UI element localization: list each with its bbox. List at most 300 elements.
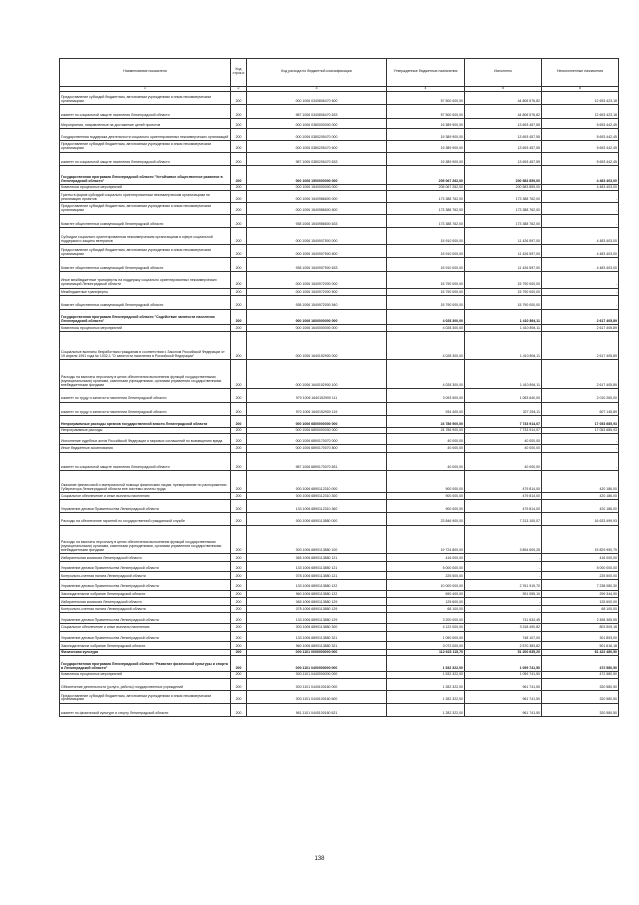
row-name: Государственная программа Ленинградской области "Развитие физической культуры и спорта в Ленинградской области" <box>60 656 231 672</box>
row-line-code: 200 <box>231 105 247 119</box>
row-line-code: 200 <box>231 152 247 166</box>
table-row <box>60 471 619 493</box>
row-line-code: 200 <box>231 296 247 310</box>
row-budget-code: 000 1006 1540972000 000 <box>247 271 387 288</box>
row-approved: 690 400,00 <box>387 590 465 598</box>
row-remaining: 4 483 403,00 <box>542 166 619 185</box>
row-remaining: 2 617 405,89 <box>542 309 619 325</box>
row-name: Расходы на обеспечение гарантий по государственной гражданской службе <box>60 513 231 526</box>
table-row <box>60 325 619 332</box>
row-remaining: 301 893,00 <box>542 631 619 642</box>
row-approved: 1 282 322,00 <box>387 691 465 704</box>
row-name: Социальное обеспечение и иные выплаты населению <box>60 492 231 500</box>
row-approved: 900 000,00 <box>387 500 465 513</box>
row-remaining: 320 580,50 <box>542 678 619 691</box>
row-remaining: 4 483 403,00 <box>542 228 619 245</box>
row-approved: 3 093 900,00 <box>387 389 465 403</box>
table-row <box>60 642 619 650</box>
row-line-code: 200 <box>231 513 247 526</box>
table-row <box>60 623 619 631</box>
row-line-code: 200 <box>231 184 247 191</box>
row-budget-code: 000 1101 0440100160 600 <box>247 691 387 704</box>
row-executed: 51 200 635,20 <box>465 649 542 656</box>
row-line-code: 200 <box>231 166 247 185</box>
row-line-code: 200 <box>231 561 247 572</box>
header-remaining: Неисполненные назначения <box>542 59 619 87</box>
row-remaining: 17 053 685,93 <box>542 427 619 434</box>
row-remaining: 5 693 442,45 <box>542 140 619 152</box>
row-line-code: 200 <box>231 244 247 258</box>
row-executed: 13 693 457,55 <box>465 118 542 129</box>
row-remaining: 4 483 403,00 <box>542 184 619 191</box>
row-line-code: 200 <box>231 623 247 631</box>
row-approved: 19 389 900,00 <box>387 152 465 166</box>
table-row <box>60 554 619 562</box>
row-budget-code: 000 1101 0440100160 000 <box>247 678 387 691</box>
row-approved: 173 388 762,00 <box>387 191 465 203</box>
row-executed: 173 388 762,00 <box>465 191 542 203</box>
row-approved: 15 790 000,00 <box>387 288 465 296</box>
row-remaining: 12 693 423,18 <box>542 105 619 119</box>
row-budget-code: 960 1006 6890113880 122 <box>247 590 387 598</box>
table-row <box>60 500 619 513</box>
table-row <box>60 678 619 691</box>
row-budget-code: 133 1006 6890113880 321 <box>247 631 387 642</box>
row-budget-code: 000 1006 1540986600 600 <box>247 202 387 214</box>
budget-table <box>59 58 619 717</box>
row-remaining: 125 600,00 <box>542 598 619 606</box>
row-line-code: 200 <box>231 452 247 471</box>
row-line-code: 200 <box>231 402 247 416</box>
row-line-code: 200 <box>231 656 247 672</box>
row-line-code: 200 <box>231 360 247 389</box>
row-executed: 15 790 000,00 <box>465 271 542 288</box>
row-executed: - <box>465 598 542 606</box>
row-executed: 479 814,00 <box>465 471 542 493</box>
row-executed: 391 055,10 <box>465 590 542 598</box>
table-row <box>60 572 619 580</box>
row-budget-code: 000 1006 1540907500 600 <box>247 244 387 258</box>
row-approved: 125 600,00 <box>387 598 465 606</box>
row-budget-code: 000 1006 6800000000 000 <box>247 416 387 428</box>
table-row <box>60 598 619 606</box>
row-executed: 2 761 919,70 <box>465 579 542 590</box>
row-executed: - <box>465 561 542 572</box>
row-line-code: 200 <box>231 703 247 717</box>
row-line-code: 200 <box>231 642 247 650</box>
row-name: Гранты в форме субсидий социально ориентированным некоммерческим организациям на реализацию проектов <box>60 191 231 203</box>
row-executed: 11 426 597,00 <box>465 258 542 272</box>
row-remaining: 68 100,00 <box>542 605 619 613</box>
row-budget-code: 000 1101 0400000000 000 <box>247 656 387 672</box>
row-line-code: 200 <box>231 500 247 513</box>
row-name: Оказание финансовой и материальной помощи физическим лицам, премирование по распоряжению Губернатора Ленинградской области вне системы оплаты труда <box>60 471 231 493</box>
row-budget-code: 133 1006 6890112310 360 <box>247 500 387 513</box>
row-executed: 173 388 762,00 <box>465 214 542 228</box>
row-name: Физическая культура <box>60 649 231 656</box>
row-remaining: 416 000,00 <box>542 554 619 562</box>
row-line-code: 200 <box>231 191 247 203</box>
table-row <box>60 228 619 245</box>
table-row <box>60 452 619 471</box>
row-executed: - <box>465 572 542 580</box>
row-name: Управление делами Правительства Ленинградской области <box>60 561 231 572</box>
row-name: Межбюджетные трансферты <box>60 288 231 296</box>
row-name: Социальное обеспечение и иные выплаты населению <box>60 623 231 631</box>
row-name: Контрольно-счетная палата Ленинградской области <box>60 572 231 580</box>
row-line-code: 200 <box>231 118 247 129</box>
row-name: Управление делами Правительства Ленинградской области <box>60 613 231 624</box>
row-name: Управление делами Правительства Ленинградской области <box>60 579 231 590</box>
row-remaining: 420 186,00 <box>542 500 619 513</box>
column-number: 3 <box>247 86 387 91</box>
row-approved: 15 790 000,00 <box>387 271 465 288</box>
row-name: Субсидии социально ориентированным некоммерческим организациям в сфере социальной поддержки и защиты ветеранов <box>60 228 231 245</box>
row-budget-code: 000 1006 6890113880 000 <box>247 513 387 526</box>
row-approved: 5 000 000,00 <box>387 561 465 572</box>
row-executed: 1 410 894,11 <box>465 360 542 389</box>
table-row <box>60 288 619 296</box>
row-line-code: 200 <box>231 649 247 656</box>
row-approved: 15 910 000,00 <box>387 228 465 245</box>
row-executed: - <box>465 554 542 562</box>
row-budget-code: 133 1006 6890113880 129 <box>247 613 387 624</box>
row-remaining: - <box>542 452 619 471</box>
row-executed: 15 790 000,00 <box>465 288 542 296</box>
row-name: комитет по социальной защите населения Ленинградской области <box>60 152 231 166</box>
row-line-code: 200 <box>231 258 247 272</box>
row-line-code: 200 <box>231 691 247 704</box>
row-budget-code: 000 1101 0440000000 000 <box>247 671 387 678</box>
row-approved: 19 389 900,00 <box>387 118 465 129</box>
row-executed: 1 083 640,00 <box>465 389 542 403</box>
row-approved: 3 200 000,00 <box>387 613 465 624</box>
row-executed: 1 410 894,11 <box>465 331 542 360</box>
row-executed: 327 254,11 <box>465 402 542 416</box>
row-budget-code: 970 1006 1640152900 119 <box>247 402 387 416</box>
row-budget-code: 000 1006 6890170070 000 <box>247 434 387 445</box>
row-executed: 40 000,00 <box>465 452 542 471</box>
row-budget-code: 078 1006 6890113880 121 <box>247 572 387 580</box>
row-name: Государственная поддержка деятельности социально ориентированных некоммерческих организаций <box>60 129 231 141</box>
row-name: Комплексы процессных мероприятий <box>60 325 231 332</box>
table-row <box>60 631 619 642</box>
row-executed: 11 426 597,00 <box>465 244 542 258</box>
table-row <box>60 703 619 717</box>
row-remaining: 420 186,00 <box>542 471 619 493</box>
row-remaining: 472 580,50 <box>542 656 619 672</box>
row-line-code: 200 <box>231 271 247 288</box>
row-name: комитет по физической культуре и спорту Ленинградской области <box>60 703 231 717</box>
row-approved: 4 028 300,00 <box>387 309 465 325</box>
row-executed: 200 583 859,00 <box>465 166 542 185</box>
row-name: комитет по социальной защите населения Ленинградской области <box>60 105 231 119</box>
row-budget-code: 000 1006 6890113880 300 <box>247 623 387 631</box>
row-remaining: - <box>542 296 619 310</box>
row-line-code: 200 <box>231 309 247 325</box>
header-executed: Исполнено <box>465 59 542 87</box>
row-approved: 205 067 262,00 <box>387 184 465 191</box>
row-approved: 1 532 322,00 <box>387 656 465 672</box>
row-name: Управление делами Правительства Ленинградской области <box>60 631 231 642</box>
row-budget-code: 000 1006 0380205470 600 <box>247 140 387 152</box>
row-budget-code: 000 1006 1540907500 000 <box>247 228 387 245</box>
header-row <box>60 59 619 87</box>
row-name: Контрольно-счетная палата Ленинградской области <box>60 605 231 613</box>
row-remaining: 299 344,90 <box>542 590 619 598</box>
row-approved: 4 028 300,00 <box>387 360 465 389</box>
table-row <box>60 152 619 166</box>
table-row <box>60 561 619 572</box>
row-name: Комплексы процессных мероприятий <box>60 671 231 678</box>
table-row <box>60 691 619 704</box>
row-name: Иные межбюджетные трансферты на поддержку социально ориентированных некоммерческих организаций Ленинградской области <box>60 271 231 288</box>
row-budget-code: 000 1006 1500000000 000 <box>247 166 387 185</box>
row-executed: - <box>465 605 542 613</box>
row-budget-code: 987 1006 0380205470 633 <box>247 152 387 166</box>
row-name: Предоставление субсидий бюджетным, автономным учреждениям и иным некоммерческим организациям <box>60 91 231 105</box>
table-row <box>60 427 619 434</box>
table-row <box>60 271 619 288</box>
header-approved: Утвержденные бюджетные назначения <box>387 59 465 87</box>
row-executed: 7 733 914,07 <box>465 416 542 428</box>
row-name: Непрограммные расходы <box>60 427 231 434</box>
row-approved: 1 532 322,00 <box>387 671 465 678</box>
row-remaining: 2 458 365,55 <box>542 613 619 624</box>
table-row <box>60 258 619 272</box>
row-remaining: 225 500,00 <box>542 572 619 580</box>
header-indicator-name: Наименование показателя <box>60 59 231 87</box>
row-remaining: 803 509,18 <box>542 623 619 631</box>
row-budget-code: 000 1006 6890113880 100 <box>247 525 387 554</box>
row-approved: 3 072 000,00 <box>387 642 465 650</box>
row-executed: 741 634,45 <box>465 613 542 624</box>
row-line-code: 200 <box>231 416 247 428</box>
row-remaining: 12 693 423,18 <box>542 91 619 105</box>
row-budget-code: 000 1006 1640152900 100 <box>247 360 387 389</box>
row-name: комитет по труду и занятости населения Ленинградской области <box>60 389 231 403</box>
row-line-code: 200 <box>231 140 247 152</box>
row-name: Иные бюджетные ассигнования <box>60 445 231 453</box>
row-name: Предоставление субсидий бюджетным, автономным учреждениям и иным некоммерческим организациям <box>60 202 231 214</box>
row-name: Законодательное собрание Ленинградской области <box>60 642 231 650</box>
column-number: 4 <box>387 86 465 91</box>
row-name: Государственная программа Ленинградской области "Устойчивое общественное развитие в Ленинградской области" <box>60 166 231 185</box>
column-number: 6 <box>542 86 619 91</box>
row-name: Комплексы процессных мероприятий <box>60 184 231 191</box>
row-executed: 11 426 597,00 <box>465 228 542 245</box>
page-number: 138 <box>314 856 325 862</box>
row-executed: 40 000,00 <box>465 445 542 453</box>
row-approved: 24 786 900,00 <box>387 416 465 428</box>
row-executed: 1 059 741,50 <box>465 671 542 678</box>
row-name: Избирательная комиссия Ленинградской области <box>60 554 231 562</box>
row-line-code: 200 <box>231 325 247 332</box>
row-remaining: 16 633 499,93 <box>542 513 619 526</box>
table-row <box>60 244 619 258</box>
row-line-code: 200 <box>231 228 247 245</box>
row-approved: 934 400,00 <box>387 402 465 416</box>
table-row <box>60 525 619 554</box>
table-row <box>60 605 619 613</box>
table-row <box>60 331 619 360</box>
table-row <box>60 296 619 310</box>
header-line-code: Код строк и <box>231 59 247 87</box>
row-line-code: 200 <box>231 202 247 214</box>
table-row <box>60 214 619 228</box>
row-line-code: 200 <box>231 91 247 105</box>
row-name: Исполнение судебных актов Российской Федерации и мировых соглашений по возмещению вреда <box>60 434 231 445</box>
row-executed: 13 693 457,55 <box>465 129 542 141</box>
row-remaining: 472 580,50 <box>542 671 619 678</box>
row-remaining: 320 580,50 <box>542 703 619 717</box>
row-approved: 1 282 322,00 <box>387 678 465 691</box>
row-remaining: 5 693 442,45 <box>542 152 619 166</box>
table-row <box>60 402 619 416</box>
row-remaining: - <box>542 271 619 288</box>
table-row <box>60 184 619 191</box>
table-row <box>60 91 619 105</box>
table-row <box>60 129 619 141</box>
row-approved: 19 724 800,00 <box>387 525 465 554</box>
row-name: Обеспечение деятельности (услуги, работы) государственных учреждений <box>60 678 231 691</box>
row-budget-code: 938 1006 1540986600 633 <box>247 214 387 228</box>
row-budget-code: 000 1006 1640152900 000 <box>247 331 387 360</box>
row-name: Предоставление субсидий бюджетным, автономным учреждениям и иным некоммерческим организациям <box>60 691 231 704</box>
column-number: 5 <box>465 86 542 91</box>
row-name: Законодательное собрание Ленинградской области <box>60 590 231 598</box>
row-approved: 40 000,00 <box>387 445 465 453</box>
row-remaining: 4 483 403,00 <box>542 244 619 258</box>
column-number: 1 <box>60 86 231 91</box>
row-name: Управление делами Правительства Ленинградской области <box>60 500 231 513</box>
table-row <box>60 202 619 214</box>
row-budget-code: 000 1006 1540972000 500 <box>247 288 387 296</box>
row-approved: 19 389 900,00 <box>387 129 465 141</box>
row-approved: 23 846 900,00 <box>387 513 465 526</box>
row-approved: 10 000 000,00 <box>387 579 465 590</box>
row-approved: 40 000,00 <box>387 452 465 471</box>
row-approved: 900 000,00 <box>387 492 465 500</box>
row-line-code: 200 <box>231 631 247 642</box>
budget-report-sheet <box>59 58 618 717</box>
row-line-code: 200 <box>231 214 247 228</box>
row-approved: 57 500 000,00 <box>387 105 465 119</box>
row-executed: 7 213 100,07 <box>465 513 542 526</box>
table-row <box>60 579 619 590</box>
row-name: Комитет общественных коммуникаций Ленинградской области <box>60 296 231 310</box>
row-executed: 173 388 762,00 <box>465 202 542 214</box>
row-budget-code: 000 1006 6890000000 000 <box>247 427 387 434</box>
row-approved: 4 028 300,00 <box>387 325 465 332</box>
row-approved: 40 000,00 <box>387 434 465 445</box>
table-row <box>60 671 619 678</box>
row-approved: 112 623 115,70 <box>387 649 465 656</box>
table-row <box>60 118 619 129</box>
row-line-code: 200 <box>231 492 247 500</box>
row-approved: 24 786 900,00 <box>387 427 465 434</box>
row-budget-code: 000 1006 1640000000 000 <box>247 325 387 332</box>
column-number: 2 <box>231 86 247 91</box>
row-budget-code: 000 1006 0380205470 000 <box>247 129 387 141</box>
table-body <box>60 91 619 717</box>
row-executed: 15 790 000,00 <box>465 296 542 310</box>
row-line-code: 200 <box>231 331 247 360</box>
table-row <box>60 445 619 453</box>
row-line-code: 200 <box>231 389 247 403</box>
row-budget-code: 000 1006 6890112310 300 <box>247 492 387 500</box>
row-remaining: 2 617 405,89 <box>542 360 619 389</box>
row-line-code: 200 <box>231 434 247 445</box>
row-executed: 1 059 741,50 <box>465 656 542 672</box>
row-approved: 19 389 900,00 <box>387 140 465 152</box>
row-budget-code: 000 1006 6890112310 000 <box>247 471 387 493</box>
row-line-code: 200 <box>231 554 247 562</box>
row-executed: 2 570 383,82 <box>465 642 542 650</box>
row-approved: 1 282 322,00 <box>387 703 465 717</box>
row-budget-code: 000 1006 6890170070 800 <box>247 445 387 453</box>
row-remaining: 17 053 685,93 <box>542 416 619 428</box>
row-budget-code: 000 1006 1600000000 000 <box>247 309 387 325</box>
row-remaining: 501 616,18 <box>542 642 619 650</box>
row-name: Предоставление субсидий бюджетным, автономным учреждениям и иным некоммерческим организациям <box>60 244 231 258</box>
row-name: Избирательная комиссия Ленинградской области <box>60 598 231 606</box>
row-budget-code: 000 1006 0380000000 000 <box>247 118 387 129</box>
row-budget-code: 000 1006 1540986600 000 <box>247 191 387 203</box>
row-approved: 1 050 000,00 <box>387 631 465 642</box>
row-remaining: 420 186,00 <box>542 492 619 500</box>
row-approved: 15 910 000,00 <box>387 244 465 258</box>
row-budget-code: 970 1006 1640152900 111 <box>247 389 387 403</box>
row-executed: 3 318 490,82 <box>465 623 542 631</box>
row-budget-code: 065 1006 6890113880 121 <box>247 554 387 562</box>
row-approved: 900 000,00 <box>387 471 465 493</box>
table-row <box>60 389 619 403</box>
row-remaining: 5 693 442,45 <box>542 129 619 141</box>
row-budget-code: 065 1006 6890113880 129 <box>247 598 387 606</box>
row-name: комитет по социальной защите населения Ленинградской области <box>60 452 231 471</box>
row-remaining: 320 580,50 <box>542 691 619 704</box>
row-approved: 4 122 000,00 <box>387 623 465 631</box>
row-executed: 200 583 859,00 <box>465 184 542 191</box>
row-line-code: 200 <box>231 288 247 296</box>
row-remaining: - <box>542 191 619 203</box>
row-executed: 44 806 576,82 <box>465 91 542 105</box>
row-line-code: 200 <box>231 572 247 580</box>
row-line-code: 200 <box>231 598 247 606</box>
row-approved: 57 500 000,00 <box>387 91 465 105</box>
row-budget-code: 000 1101 0000000000 000 <box>247 649 387 656</box>
row-executed: 44 806 576,82 <box>465 105 542 119</box>
row-executed: 3 894 609,25 <box>465 525 542 554</box>
row-approved: 225 500,00 <box>387 572 465 580</box>
row-executed: 961 741,50 <box>465 703 542 717</box>
row-remaining: 7 238 080,30 <box>542 579 619 590</box>
row-remaining: 607 145,89 <box>542 402 619 416</box>
row-line-code: 200 <box>231 445 247 453</box>
row-remaining: - <box>542 434 619 445</box>
table-row <box>60 492 619 500</box>
row-name: Непрограммные расходы органов государственной власти Ленинградской области <box>60 416 231 428</box>
row-approved: 173 388 762,00 <box>387 214 465 228</box>
row-name: Мероприятия, направленные на достижение целей проектов <box>60 118 231 129</box>
row-line-code: 200 <box>231 605 247 613</box>
row-line-code: 200 <box>231 129 247 141</box>
row-remaining: 4 483 403,00 <box>542 258 619 272</box>
row-executed: 961 741,50 <box>465 691 542 704</box>
row-remaining: 5 693 442,45 <box>542 118 619 129</box>
row-executed: 13 693 457,55 <box>465 152 542 166</box>
